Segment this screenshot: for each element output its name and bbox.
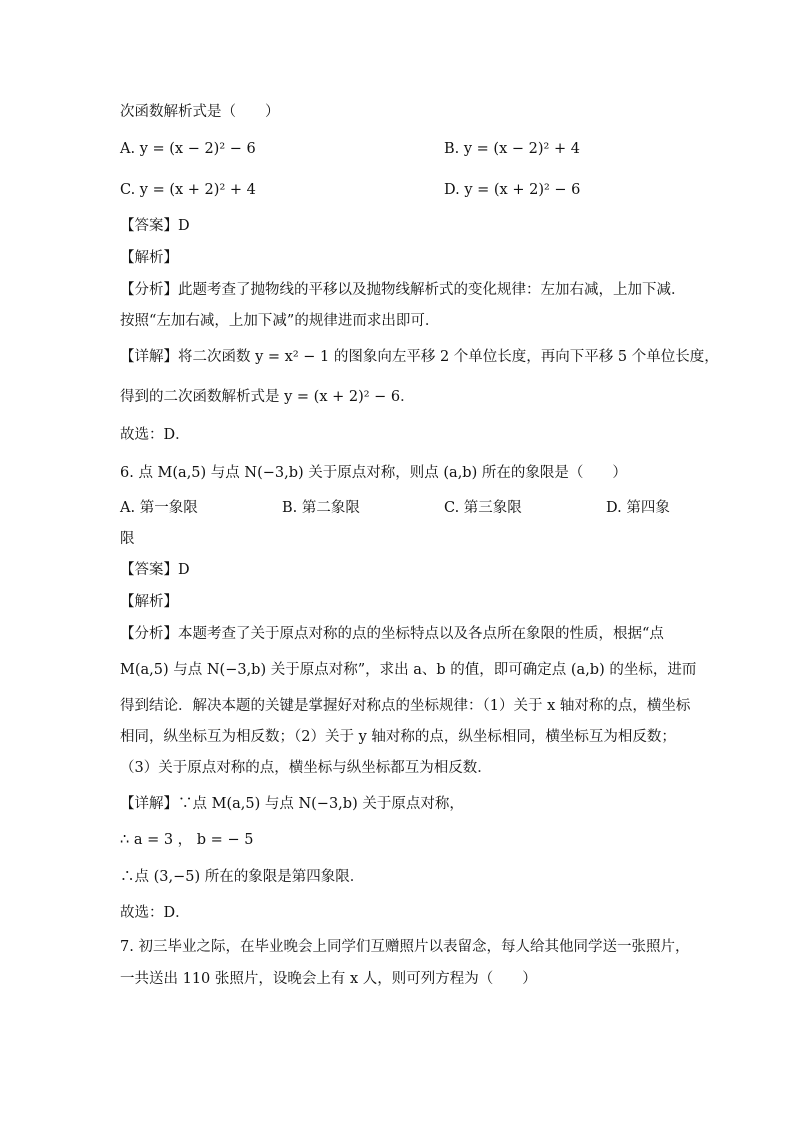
q6-option-c: C. 第三象限: [444, 500, 522, 516]
q6-fenxi-line-3: 得到结论．解决本题的关键是掌握好对称点的坐标规律：（1）关于 x 轴对称的点，横坐标: [120, 698, 691, 714]
q5-choose: 故选：D．: [120, 427, 190, 443]
q5-option-d: D. y = (x + 2)² − 6: [444, 182, 581, 198]
q6-stem: 6. 点 M(a,5) 与点 N(−3,b) 关于原点对称，则点 (a,b) 所在的象限是（ ）: [120, 465, 627, 481]
q6-option-a: A. 第一象限: [120, 500, 198, 516]
q6-fenxi-line-1: 【分析】本题考查了关于原点对称的点的坐标特点以及各点所在象限的性质，根据“点: [120, 626, 664, 642]
q7-stem-line-1: 7. 初三毕业之际，在毕业晚会上同学们互赠照片以表留念，每人给其他同学送一张照片，: [120, 939, 690, 955]
q5-option-a: A. y = (x − 2)² − 6: [120, 141, 256, 157]
q6-xiangjie-line-2: ∴ a = 3 ， b = − 5: [120, 832, 254, 848]
q5-xiangjie-line-2: 得到的二次函数解析式是 y = (x + 2)² − 6．: [120, 389, 415, 405]
q6-answer: 【答案】D: [120, 562, 190, 578]
q6-fenxi-line-5: （3）关于原点对称的点，横坐标与纵坐标都互为相反数．: [120, 760, 492, 776]
q5-option-c: C. y = (x + 2)² + 4: [120, 182, 256, 198]
q5-fenxi-line-2: 按照“左加右减，上加下减”的规律进而求出即可．: [120, 313, 440, 329]
q5-answer: 【答案】D: [120, 218, 190, 234]
q6-xiangjie-line-1: 【详解】∵点 M(a,5) 与点 N(−3,b) 关于原点对称，: [120, 796, 464, 812]
q5-xiangjie-line-1: 【详解】将二次函数 y = x² − 1 的图象向左平移 2 个单位长度，再向下平移 5 个单位长度，: [120, 349, 719, 365]
q6-option-d: D. 第四象: [606, 500, 670, 516]
q6-option-d-wrap: 限: [120, 531, 135, 547]
q7-stem-line-2: 一共送出 110 张照片，设晚会上有 x 人，则可列方程为（ ）: [120, 971, 537, 987]
q6-analysis-title: 【解析】: [120, 594, 178, 610]
q5-option-b: B. y = (x − 2)² + 4: [444, 141, 580, 157]
q6-choose: 故选：D．: [120, 905, 190, 921]
q6-option-b: B. 第二象限: [282, 500, 360, 516]
q6-fenxi-line-4: 相同，纵坐标互为相反数；（2）关于 y 轴对称的点，纵坐标相同，横坐标互为相反数；: [120, 729, 676, 745]
q5-analysis-title: 【解析】: [120, 250, 178, 266]
q5-stem-tail: 次函数解析式是（ ）: [120, 104, 280, 120]
q5-fenxi-line-1: 【分析】此题考查了抛物线的平移以及抛物线解析式的变化规律：左加右减，上加下减．: [120, 282, 686, 298]
q6-fenxi-line-2: M(a,5) 与点 N(−3,b) 关于原点对称”，求出 a、b 的值，即可确定点 (a,b) 的坐标，进而: [120, 662, 697, 678]
q6-xiangjie-line-3: ∴点 (3,−5) 所在的象限是第四象限．: [120, 869, 365, 885]
